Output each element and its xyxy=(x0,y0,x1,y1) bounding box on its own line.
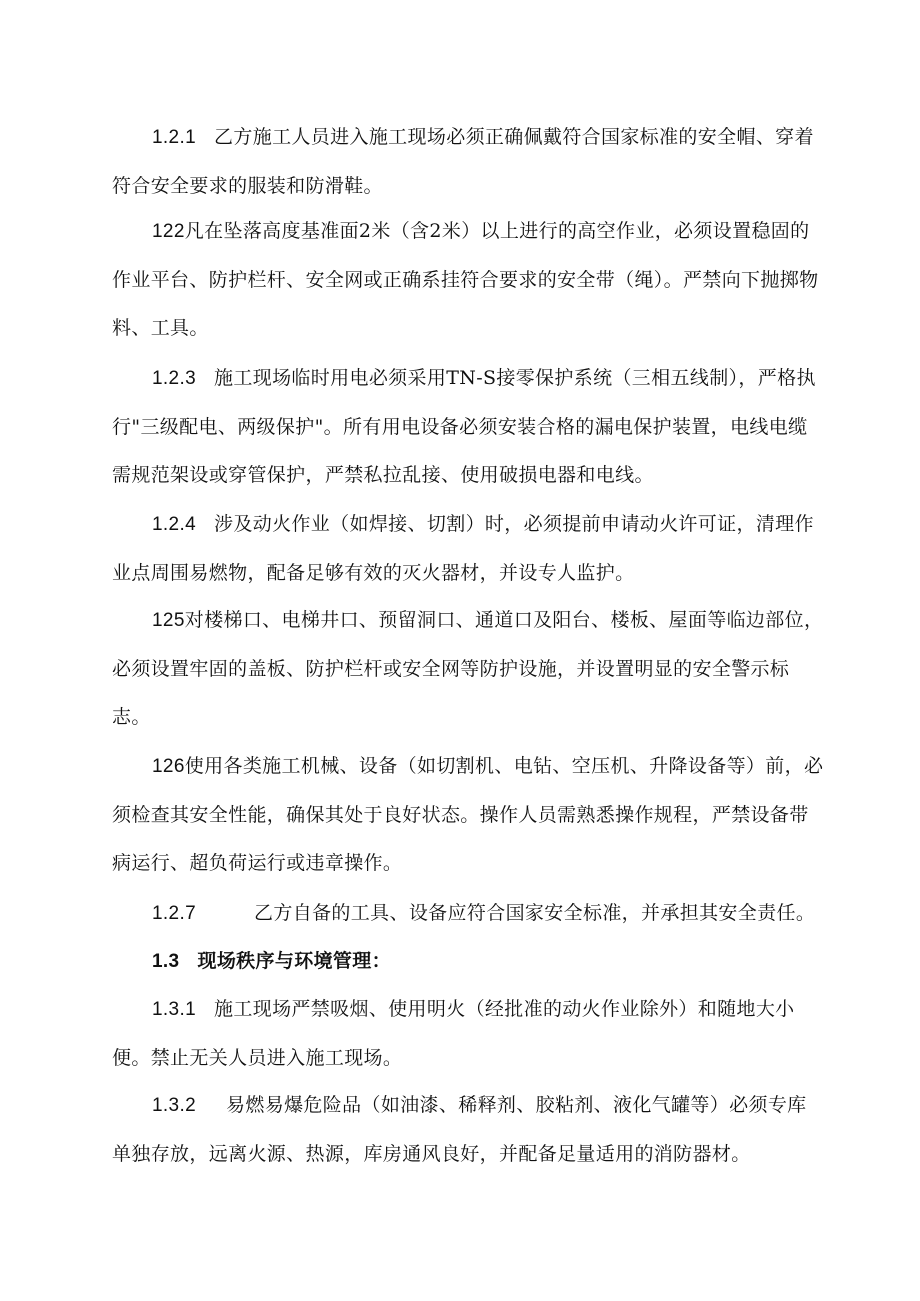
clause-number: 125 xyxy=(152,610,185,631)
clause-text: 涉及动火作业（如焊接、切割）时，必须提前申请动火许可证，清理作业点周围易燃物，配备足够有效的灭火器材，并设专人监护。 xyxy=(112,513,814,584)
clause-number: 1.3.2 xyxy=(152,1095,197,1116)
paragraph-1-2-1 xyxy=(112,113,824,210)
section-number: 1.3 xyxy=(152,951,180,972)
paragraph-1-3-1 xyxy=(112,985,824,1082)
clause-text: 乙方自备的工具、设备应符合国家安全标准，并承担其安全责任。 xyxy=(254,902,816,924)
clause-number: 1.2.4 xyxy=(152,514,197,535)
clause-number: 126 xyxy=(152,756,185,777)
clause-text: 对楼梯口、电梯井口、预留洞口、通道口及阳台、楼板、屋面等临边部位，必须设置牢固的盖板、防护栏杆或安全网等防护设施，并设置明显的安全警示标志。 xyxy=(112,609,824,728)
paragraph-1-2-2 xyxy=(112,207,824,352)
clause-number: 1.2.7 xyxy=(152,903,197,924)
clause-text: 易燃易爆危险品（如油漆、稀释剂、胶粘剂、液化气罐等）必须专库单独存放，远离火源、热源，库房通风良好，并配备足量适用的消防器材。 xyxy=(112,1094,807,1165)
section-title: 现场秩序与环境管理： xyxy=(197,950,391,972)
section-heading-1-3 xyxy=(112,937,824,986)
paragraph-1-2-3 xyxy=(112,354,824,499)
paragraph-1-3-2 xyxy=(112,1081,824,1178)
paragraph-1-2-6 xyxy=(112,742,824,887)
clause-number: 1.2.1 xyxy=(152,127,197,148)
clause-text: 乙方施工人员进入施工现场必须正确佩戴符合国家标准的安全帽、穿着符合安全要求的服装和防滑鞋。 xyxy=(112,126,814,197)
clause-number: 1.3.1 xyxy=(152,999,197,1020)
paragraph-1-2-5 xyxy=(112,596,824,741)
clause-text: 施工现场临时用电必须采用TN-S接零保护系统（三相五线制），严格执行"三级配电、两级保护"。所有用电设备必须安装合格的漏电保护装置，电线电缆需规范架设或穿管保护，严禁私拉乱接、使用破损电器和电线。 xyxy=(112,367,816,486)
clause-text: 凡在坠落高度基准面2米（含2米）以上进行的高空作业，必须设置稳固的作业平台、防护栏杆、安全网或正确系挂符合要求的安全带（绳）。严禁向下抛掷物料、工具。 xyxy=(112,220,819,339)
clause-text: 施工现场严禁吸烟、使用明火（经批准的动火作业除外）和随地大小便。禁止无关人员进入施工现场。 xyxy=(112,998,795,1069)
clause-text: 使用各类施工机械、设备（如切割机、电钻、空压机、升降设备等）前，必须检查其安全性能，确保其处于良好状态。操作人员需熟悉操作规程，严禁设备带病运行、超负荷运行或违章操作。 xyxy=(112,755,824,874)
paragraph-1-2-4 xyxy=(112,500,824,597)
clause-number: 1.2.3 xyxy=(152,368,197,389)
clause-number: 122 xyxy=(152,221,185,242)
paragraph-1-2-7 xyxy=(112,889,824,938)
